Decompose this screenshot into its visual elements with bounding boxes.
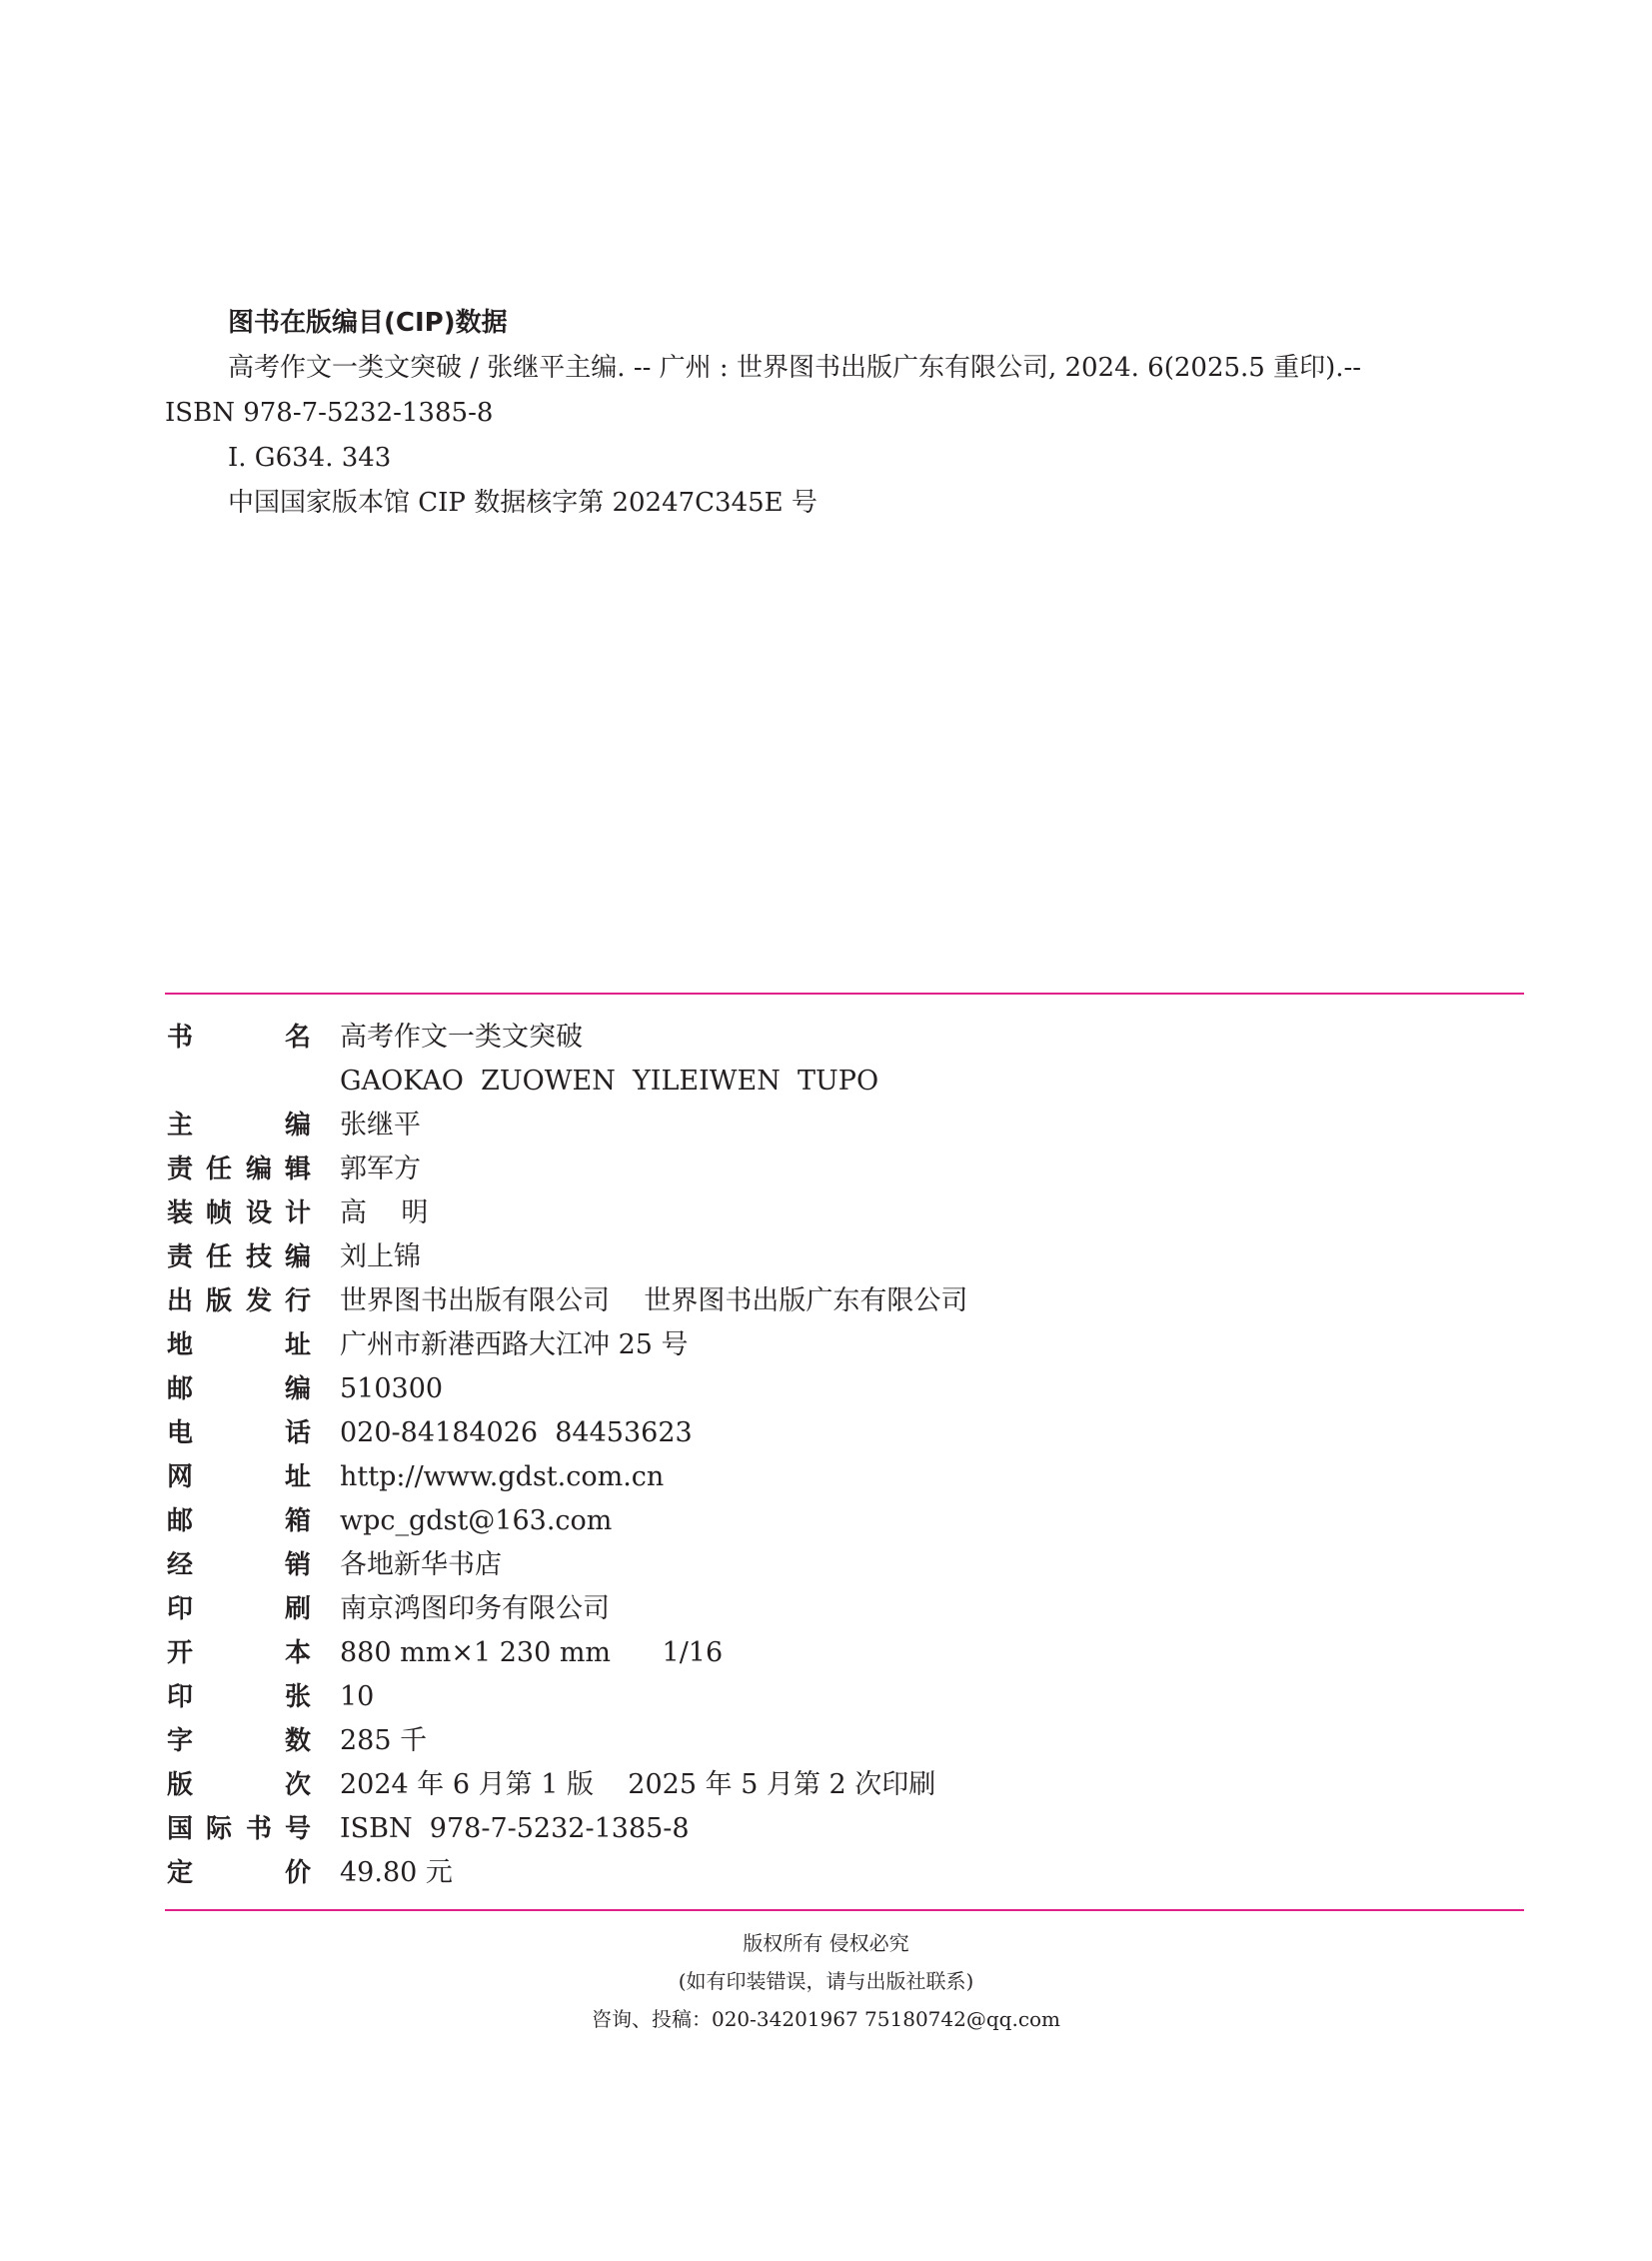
top-divider bbox=[165, 993, 1524, 995]
colophon-value: 10 bbox=[340, 1681, 375, 1712]
colophon-value: 郭军方 bbox=[340, 1153, 421, 1184]
colophon-value: http://www.gdst.com.cn bbox=[340, 1461, 665, 1492]
colophon-label: 出 版 发 行 bbox=[166, 1286, 311, 1316]
colophon-label: 网 址 bbox=[166, 1462, 311, 1492]
colophon-label: 国 际 书 号 bbox=[166, 1814, 311, 1844]
colophon-value: 广州市新港西路大江冲 25 号 bbox=[340, 1329, 689, 1360]
colophon-value: ISBN 978-7-5232-1385-8 bbox=[340, 1813, 690, 1844]
colophon-value: 南京鸿图印务有限公司 bbox=[340, 1593, 610, 1624]
colophon-value: 510300 bbox=[340, 1373, 444, 1404]
colophon-value: 2024 年 6 月第 1 版 2025 年 5 月第 2 次印刷 bbox=[340, 1769, 936, 1800]
colophon-value: 020-84184026 84453623 bbox=[340, 1417, 693, 1448]
colophon-value: 世界图书出版有限公司 世界图书出版广东有限公司 bbox=[340, 1285, 968, 1316]
colophon-label: 书 名 bbox=[166, 1023, 311, 1053]
colophon-label: 邮 编 bbox=[166, 1374, 311, 1404]
printing-error-notice: (如有印装错误，请与出版社联系) bbox=[678, 1969, 974, 1993]
cip-verification-number: 中国国家版本馆 CIP 数据核字第 20247C345E 号 bbox=[228, 488, 818, 518]
colophon-label: 邮 箱 bbox=[166, 1506, 311, 1536]
colophon-label bbox=[165, 1060, 313, 1104]
bottom-divider bbox=[165, 1909, 1524, 1911]
colophon-label: 地 址 bbox=[166, 1330, 311, 1360]
colophon-value: 张继平 bbox=[340, 1110, 421, 1140]
colophon-label: 字 数 bbox=[166, 1726, 311, 1756]
colophon-label: 主 编 bbox=[166, 1111, 311, 1140]
colophon-label: 定 价 bbox=[166, 1858, 311, 1888]
colophon-value: GAOKAO ZUOWEN YILEIWEN TUPO bbox=[340, 1066, 879, 1097]
colophon-value: 高 明 bbox=[340, 1197, 429, 1228]
colophon-label: 印 张 bbox=[166, 1682, 311, 1712]
cip-record-line-2: ISBN 978-7-5232-1385-8 bbox=[165, 398, 494, 428]
colophon-value: 880 mm×1 230 mm 1/16 bbox=[340, 1637, 724, 1668]
colophon-label: 责 任 技 编 bbox=[166, 1242, 311, 1272]
colophon-label: 版 次 bbox=[166, 1770, 311, 1800]
colophon-label: 电 话 bbox=[166, 1418, 311, 1448]
colophon-value: 285 千 bbox=[340, 1725, 428, 1756]
colophon-value: 49.80 元 bbox=[340, 1857, 453, 1888]
colophon-label: 印 刷 bbox=[166, 1594, 311, 1624]
colophon-value: 各地新华书店 bbox=[340, 1549, 502, 1580]
cip-heading: 图书在版编目(CIP)数据 bbox=[228, 308, 508, 338]
rights-statement: 版权所有 侵权必究 bbox=[743, 1931, 909, 1955]
contact-line: 咨询、投稿：020-34201967 75180742@qq.com bbox=[591, 2007, 1061, 2031]
colophon-value: 刘上锦 bbox=[340, 1241, 421, 1272]
cip-classification: Ⅰ. G634. 343 bbox=[228, 443, 392, 473]
colophon-value: wpc_gdst@163.com bbox=[340, 1505, 613, 1536]
colophon-value: 高考作文一类文突破 bbox=[340, 1022, 583, 1053]
colophon-label: 装 帧 设 计 bbox=[166, 1198, 311, 1228]
cip-block bbox=[0, 0, 1652, 540]
colophon-label: 开 本 bbox=[166, 1638, 311, 1668]
colophon-label: 责 任 编 辑 bbox=[166, 1154, 311, 1184]
colophon-label: 经 销 bbox=[166, 1550, 311, 1580]
cip-record-line-1: 高考作文一类文突破 / 张继平主编. -- 广州 : 世界图书出版广东有限公司, 2024. 6(2025.5 重印).-- bbox=[228, 353, 1362, 383]
